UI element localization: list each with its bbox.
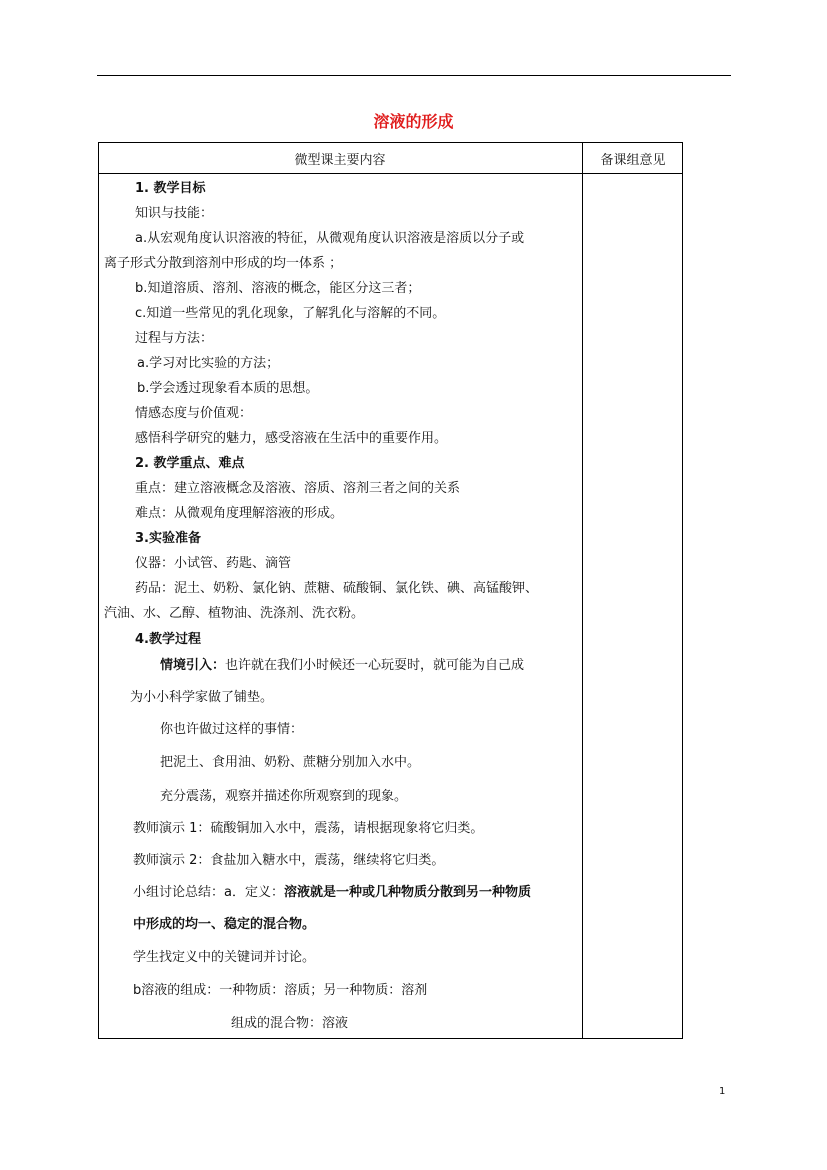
- difficulty-point: 难点：从微观角度理解溶液的形成。: [135, 506, 344, 521]
- header-rule: [97, 75, 731, 76]
- process-a: a.学习对比实验的方法；: [137, 356, 280, 371]
- summary-line1: [133, 884, 531, 901]
- process-b: b.学会透过现象看本质的思想。: [137, 381, 319, 396]
- mix-line: 把泥土、食用油、奶粉、蔗糖分别加入水中。: [160, 755, 421, 770]
- summary-prefix: 小组讨论总结：a．定义：: [133, 885, 284, 900]
- intro-label: 情境引入：: [160, 658, 226, 673]
- knowledge-skills-label: 知识与技能：: [135, 206, 214, 221]
- shake-line: 充分震荡，观察并描述你所观察到的现象。: [160, 789, 408, 804]
- composition-line2: 组成的混合物：溶液: [231, 1016, 349, 1031]
- instruments-line: 仪器：小试管、药匙、滴管: [135, 556, 292, 571]
- objective-a-line1: a.从宏观角度认识溶液的特征，从微观角度认识溶液是溶质以分子或: [135, 231, 525, 246]
- reagents-line1: 药品：泥土、奶粉、氯化钠、蔗糖、硫酸铜、氯化铁、碘、高锰酸钾、: [135, 581, 539, 596]
- document-title: 溶液的形成: [373, 112, 454, 131]
- teacher-demo-1: 教师演示 1：硫酸铜加入水中，震荡，请根据现象将它归类。: [133, 821, 484, 836]
- maybe-line: 你也许做过这样的事情：: [160, 722, 304, 737]
- section-2-heading: 2. 教学重点、难点: [135, 456, 245, 471]
- reagents-line2: 汽油、水、乙醇、植物油、洗涤剂、洗衣粉。: [104, 606, 365, 621]
- students-line: 学生找定义中的关键词并讨论。: [133, 950, 316, 965]
- process-method-label: 过程与方法：: [135, 331, 214, 346]
- key-point: 重点：建立溶液概念及溶液、溶质、溶剂三者之间的关系: [135, 481, 461, 496]
- emotion-attitude-label: 情感态度与价值观：: [135, 406, 253, 421]
- section-3-heading: 3.实验准备: [135, 531, 201, 546]
- teacher-demo-2: 教师演示 2：食盐加入糖水中，震荡，继续将它归类。: [133, 853, 445, 868]
- intro-line2: 为小小科学家做了铺垫。: [130, 690, 274, 705]
- intro-text1: 也许就在我们小时候还一心玩耍时，就可能为自己成: [225, 658, 525, 673]
- column-header-main-content: 微型课主要内容: [294, 153, 386, 168]
- intro-line1: [160, 657, 524, 674]
- table-header-divider: [98, 173, 683, 174]
- section-4-heading: 4.教学过程: [135, 632, 201, 647]
- objective-b: b.知道溶质、溶剂、溶液的概念，能区分这三者；: [135, 281, 421, 296]
- table-column-divider: [582, 142, 583, 1039]
- composition-line: b溶液的组成：一种物质：溶质；另一种物质：溶剂: [133, 983, 428, 998]
- section-1-heading: 1. 教学目标: [135, 181, 206, 196]
- column-header-group-opinion: 备课组意见: [600, 153, 666, 168]
- objective-c: c.知道一些常见的乳化现象，了解乳化与溶解的不同。: [135, 306, 446, 321]
- page-number: 1: [719, 1086, 726, 1097]
- solution-definition-part1: 溶液就是一种或几种物质分散到另一种物质: [283, 885, 531, 900]
- solution-definition-part2: 中形成的均一、稳定的混合物。: [133, 917, 316, 932]
- objective-a-line2: 离子形式分散到溶剂中形成的均一体系 ；: [104, 256, 343, 271]
- emotion-line: 感悟科学研究的魅力，感受溶液在生活中的重要作用。: [135, 431, 448, 446]
